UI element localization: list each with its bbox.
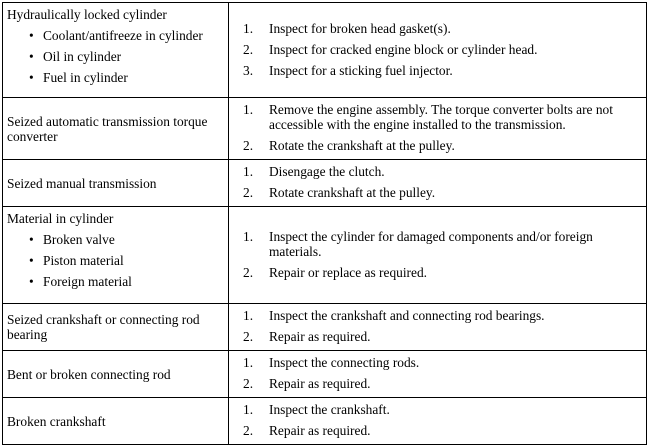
bullet-icon: • [29, 253, 34, 268]
step-item [243, 42, 636, 57]
step-number: 1. [243, 20, 254, 36]
cause-cell [3, 98, 229, 160]
step-text: Rotate the crankshaft at the pulley. [269, 138, 455, 153]
step-number: 1. [243, 164, 254, 179]
action-cell [229, 3, 647, 98]
step-item [243, 423, 636, 438]
table-row [3, 398, 647, 445]
table-row [3, 351, 647, 398]
step-number: 3. [243, 62, 254, 78]
action-steps [243, 402, 636, 438]
step-number: 2. [243, 264, 254, 280]
action-steps [243, 308, 636, 344]
step-text: Repair as required. [269, 329, 371, 344]
action-cell [229, 351, 647, 398]
action-cell [229, 304, 647, 351]
cause-label: Material in cylinder [7, 211, 114, 226]
cause-subitems [7, 232, 226, 289]
step-item [243, 308, 636, 323]
step-item [243, 138, 636, 153]
step-text: Inspect for a sticking fuel injector. [269, 62, 453, 78]
action-steps [243, 21, 636, 78]
step-number: 1. [243, 102, 254, 117]
table-row [3, 98, 647, 160]
bullet-icon: • [29, 274, 34, 289]
step-item [243, 229, 636, 259]
step-text: Inspect the cylinder for damaged components and/or foreign materials. [269, 228, 593, 259]
action-cell [229, 160, 647, 207]
step-text: Inspect the crankshaft. [269, 402, 390, 417]
cause-cell [3, 351, 229, 398]
bullet-icon: • [29, 49, 34, 64]
list-item: • Coolant/antifreeze in cylinder [29, 28, 203, 43]
list-item: • Oil in cylinder [29, 49, 122, 64]
step-number: 1. [243, 308, 254, 323]
step-item [243, 164, 636, 179]
step-text: Repair as required. [269, 376, 371, 391]
step-text: Inspect the connecting rods. [269, 355, 420, 370]
cause-label: Hydraulically locked cylinder [7, 7, 167, 22]
step-item [243, 329, 636, 344]
step-item [243, 265, 636, 280]
cause-cell [3, 207, 229, 304]
bullet-icon: • [29, 28, 34, 43]
cause-label: Seized manual transmission [7, 175, 157, 191]
step-number: 2. [243, 423, 254, 438]
step-item [243, 63, 636, 78]
step-text: Disengage the clutch. [269, 164, 385, 179]
diagnostic-table [2, 2, 647, 445]
step-text: Inspect for cracked engine block or cylinder head. [269, 41, 538, 57]
cause-label: Broken crankshaft [7, 413, 106, 429]
action-cell [229, 398, 647, 445]
table-row [3, 304, 647, 351]
step-number: 1. [243, 355, 254, 370]
cause-label: Seized automatic transmission torque converter [7, 113, 208, 144]
table-row [3, 207, 647, 304]
action-cell [229, 207, 647, 304]
list-item: • Piston material [29, 253, 124, 268]
cause-cell [3, 304, 229, 351]
step-number: 2. [243, 376, 254, 391]
list-item: • Broken valve [29, 232, 115, 247]
cause-label: Bent or broken connecting rod [7, 366, 171, 382]
step-number: 2. [243, 329, 254, 344]
step-text: Inspect for broken head gasket(s). [269, 20, 451, 36]
step-number: 2. [243, 41, 254, 57]
list-item: • Fuel in cylinder [29, 70, 128, 85]
table-row [3, 3, 647, 98]
step-number: 1. [243, 402, 254, 417]
step-item [243, 376, 636, 391]
step-item [243, 185, 636, 200]
step-text: Repair or replace as required. [269, 264, 428, 280]
step-item [243, 102, 636, 132]
action-steps [243, 229, 636, 280]
cause-subitems [7, 28, 226, 85]
action-steps [243, 164, 636, 200]
list-item: • Foreign material [29, 274, 132, 289]
step-number: 1. [243, 228, 254, 244]
action-steps [243, 355, 636, 391]
cause-label: Seized crankshaft or connecting rod bearing [7, 312, 200, 342]
cause-cell [3, 160, 229, 207]
bullet-icon: • [29, 232, 34, 247]
action-cell [229, 98, 647, 160]
step-number: 2. [243, 185, 254, 200]
step-text: Remove the engine assembly. The torque converter bolts are not accessible with the engine installed to the transmission. [269, 102, 613, 132]
step-text: Rotate crankshaft at the pulley. [269, 185, 436, 200]
step-number: 2. [243, 138, 254, 153]
step-item [243, 402, 636, 417]
action-steps [243, 102, 636, 153]
step-item [243, 355, 636, 370]
table-row [3, 160, 647, 207]
step-text: Repair as required. [269, 423, 371, 438]
cause-cell [3, 3, 229, 98]
bullet-icon: • [29, 70, 34, 85]
step-text: Inspect the crankshaft and connecting rod bearings. [269, 308, 545, 323]
cause-cell [3, 398, 229, 445]
step-item [243, 21, 636, 36]
